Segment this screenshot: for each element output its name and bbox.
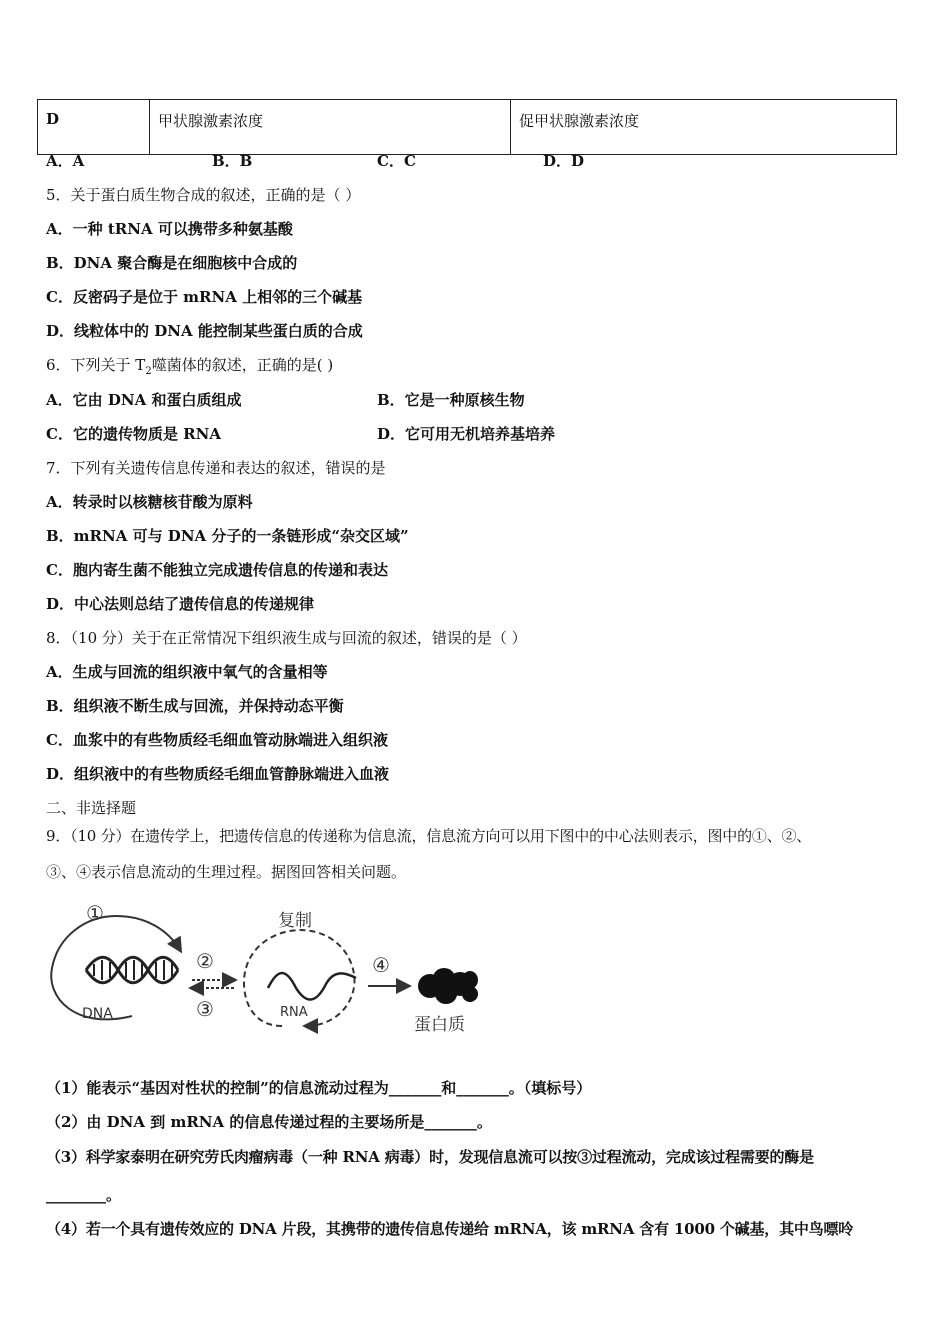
q7-stem: 7．下列有关遗传信息传递和表达的叙述，错误的是 (46, 459, 386, 477)
table-cell: 促甲状腺激素浓度 (511, 100, 897, 155)
label-2: ② (196, 949, 214, 973)
q6-stem (46, 355, 333, 382)
table-row (38, 100, 897, 155)
label-3: ③ (196, 997, 214, 1021)
q5-option-b: B．DNA 聚合酶是在细胞核中合成的 (46, 254, 298, 272)
table-cell: D (38, 100, 150, 155)
q8-option-a: A．生成与回流的组织液中氧气的含量相等 (46, 663, 328, 681)
replication-label: 复制 (278, 911, 312, 931)
q8-stem: 8．（10 分）关于在正常情况下组织液生成与回流的叙述，错误的是（ ） (46, 629, 527, 647)
q9-sub3-line1: （3）科学家泰明在研究劳氏肉瘤病毒（一种 RNA 病毒）时，发现信息流可以按③过程流动，完成该过程需要的酶是 (46, 1148, 814, 1166)
protein-icon (418, 968, 478, 1004)
q6-stem-post: 噬菌体的叙述，正确的是( ) (151, 356, 334, 374)
answer-table (37, 99, 897, 155)
label-4: ④ (372, 953, 390, 977)
q4-option-a: A．A (46, 152, 85, 170)
q4-option-b: B．B (212, 152, 253, 170)
q6-option-b: B．它是一种原核生物 (377, 391, 525, 409)
q6-option-c: C．它的遗传物质是 RNA (46, 425, 221, 443)
protein-label: 蛋白质 (414, 1015, 465, 1035)
q7-option-a: A．转录时以核糖核苷酸为原料 (46, 493, 253, 511)
rna-strand-icon (268, 973, 356, 1000)
q5-option-d: D．线粒体中的 DNA 能控制某些蛋白质的合成 (46, 322, 363, 340)
dna-label: DNA (82, 1006, 113, 1022)
q9-stem-line2: ③、④表示信息流动的生理过程。据图回答相关问题。 (46, 863, 407, 881)
q8-option-b: B．组织液不断生成与回流，并保持动态平衡 (46, 697, 344, 715)
q6-option-d: D．它可用无机培养基培养 (377, 425, 556, 443)
dna-helix-icon (86, 957, 178, 983)
table-cell: 甲状腺激素浓度 (150, 100, 511, 155)
q7-option-d: D．中心法则总结了遗传信息的传递规律 (46, 595, 315, 613)
q9-sub4: （4）若一个具有遗传效应的 DNA 片段，其携带的遗传信息传递给 mRNA，该 mRNA 含有 1000 个碱基，其中鸟嘌呤 (46, 1220, 854, 1238)
q7-option-b: B．mRNA 可与 DNA 分子的一条链形成“杂交区域” (46, 527, 409, 545)
q7-option-c: C．胞内寄生菌不能独立完成遗传信息的传递和表达 (46, 561, 388, 579)
central-dogma-diagram (46, 898, 486, 1048)
section-heading: 二、非选择题 (46, 799, 137, 817)
q6-option-a: A．它由 DNA 和蛋白质组成 (46, 391, 242, 409)
q4-option-c: C．C (377, 152, 416, 170)
label-1: ① (86, 901, 104, 925)
q8-option-d: D．组织液中的有些物质经毛细血管静脉端进入血液 (46, 765, 390, 783)
q9-sub2: （2）由 DNA 到 mRNA 的信息传递过程的主要场所是_______。 (46, 1113, 492, 1131)
q6-stem-sub: 2 (145, 366, 152, 377)
q5-option-c: C．反密码子是位于 mRNA 上相邻的三个碱基 (46, 288, 363, 306)
q9-sub1: （1）能表示“基因对性状的控制”的信息流动过程为_______和_______。（填标号） (46, 1079, 592, 1097)
q9-sub3-line2: ________。 (46, 1186, 122, 1204)
q5-stem: 5．关于蛋白质生物合成的叙述，正确的是（ ） (46, 186, 361, 204)
q6-stem-pre: 6．下列关于 T (46, 356, 146, 374)
q9-stem-line1: 9．（10 分）在遗传学上，把遗传信息的传递称为信息流，信息流方向可以用下图中的中心法则表示，图中的①、②、 (46, 827, 812, 845)
q5-option-a: A．一种 tRNA 可以携带多种氨基酸 (46, 220, 293, 238)
q8-option-c: C．血浆中的有些物质经毛细血管动脉端进入组织液 (46, 731, 388, 749)
q4-option-d: D．D (543, 152, 585, 170)
rna-label: RNA (280, 1005, 308, 1020)
